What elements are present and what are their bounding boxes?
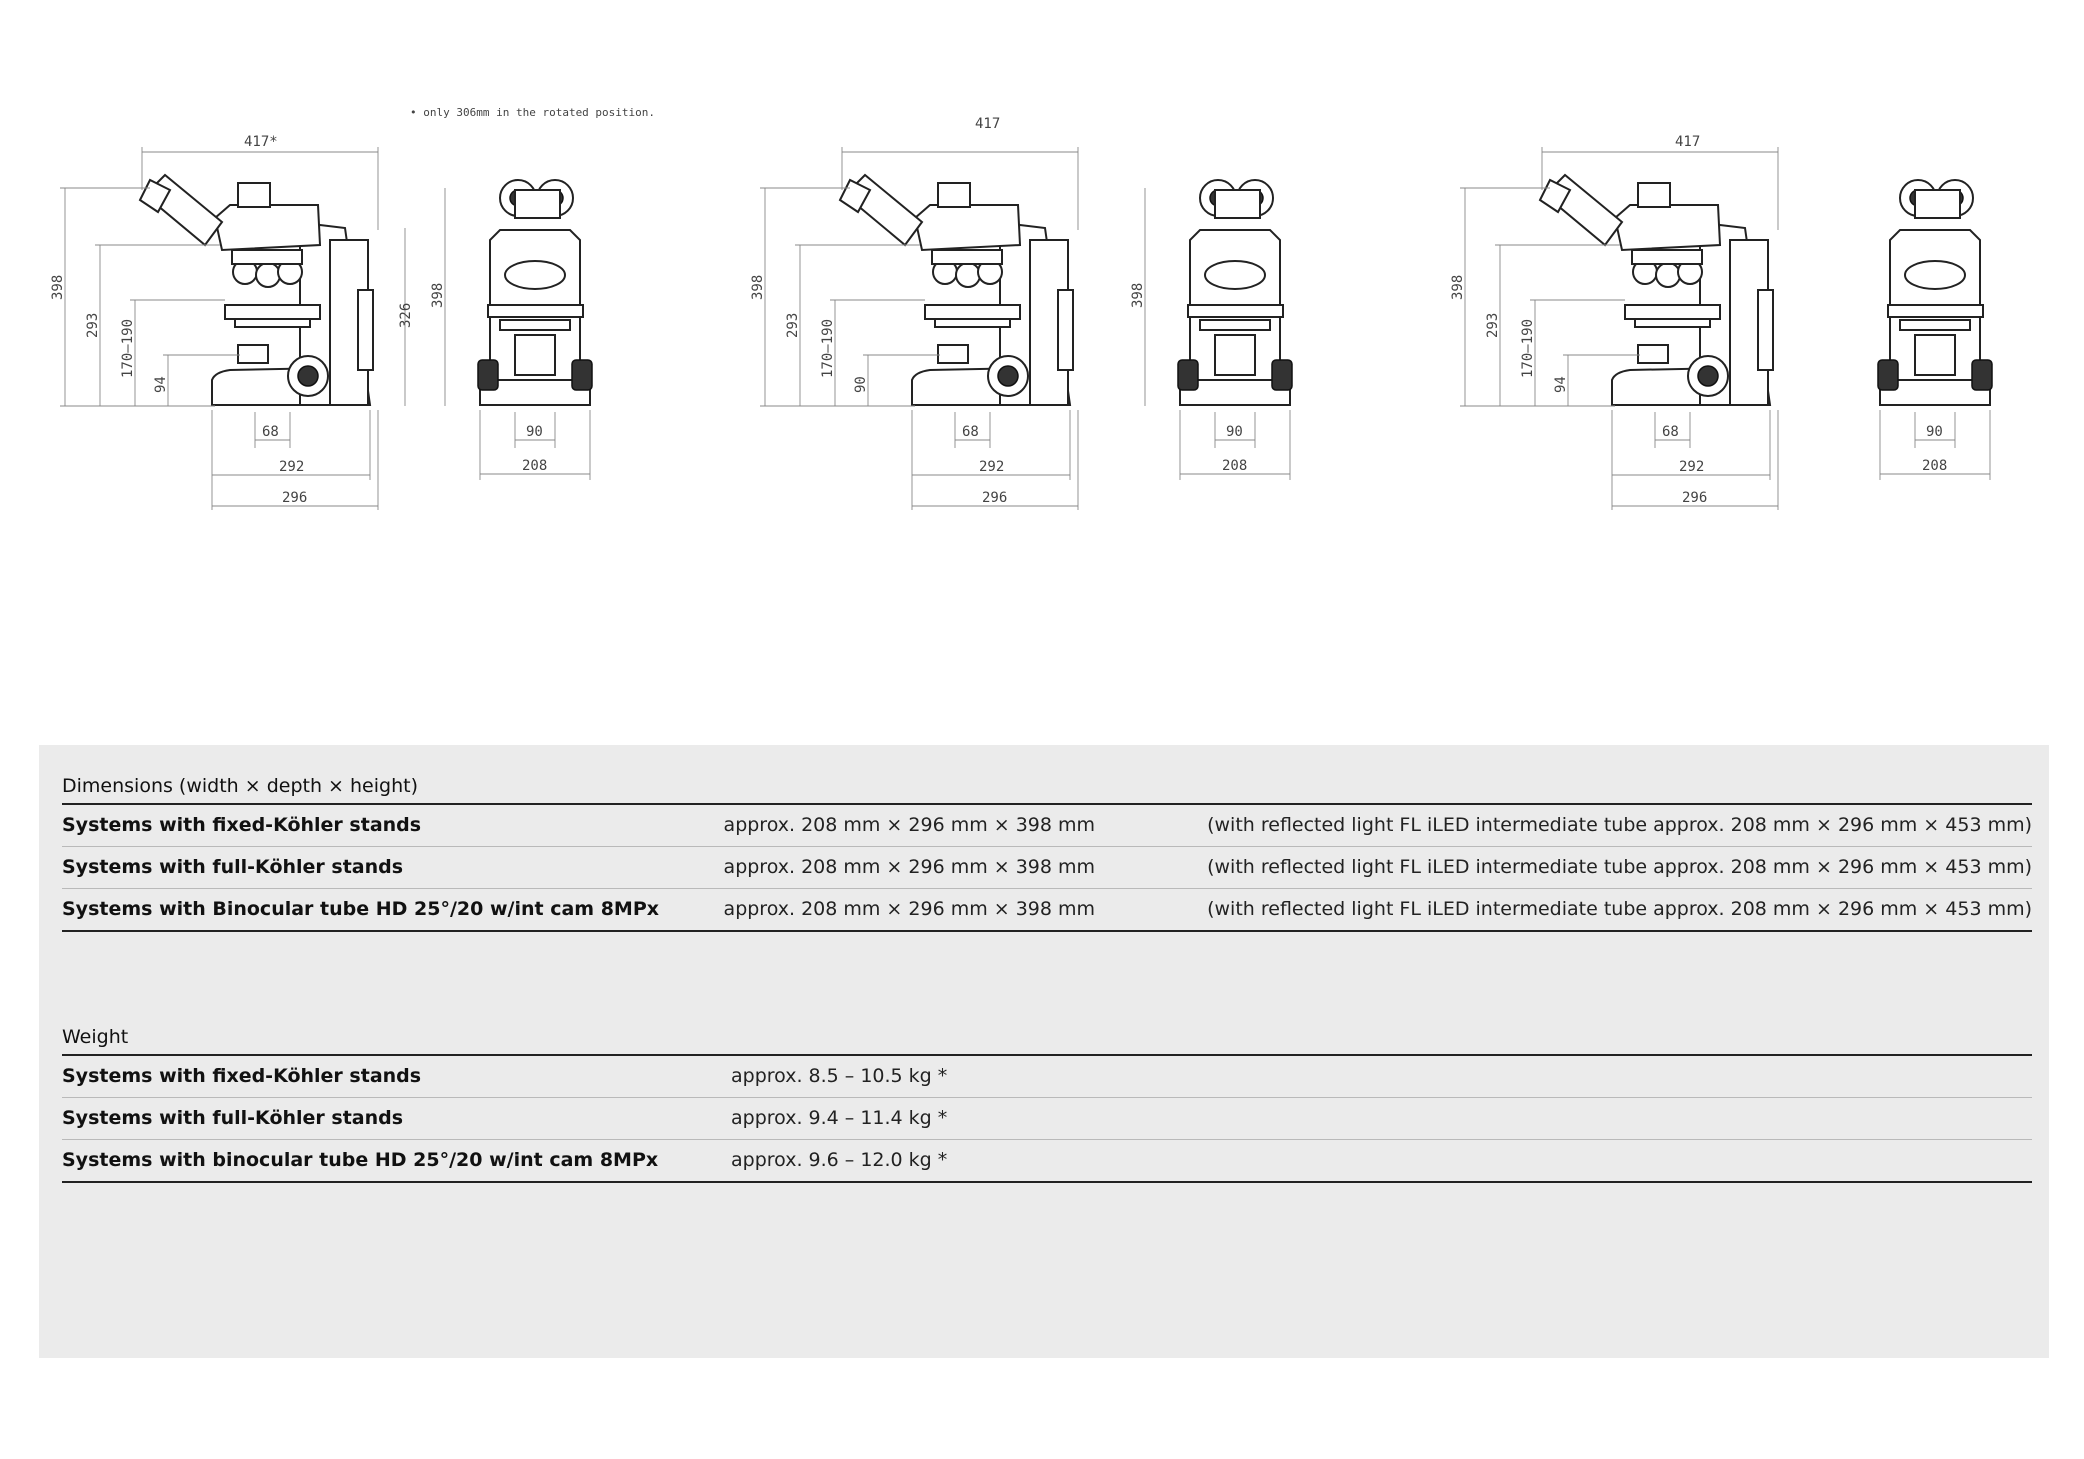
row-label: Systems with fixed-Köhler stands: [62, 1065, 422, 1087]
dim-depth-296: 296: [982, 490, 1008, 506]
weight-heading: Weight: [62, 1016, 2032, 1056]
dim-top-width: 417: [975, 116, 1001, 132]
dim-top-width: 417*: [244, 134, 278, 150]
dim-condenser-height: 90: [853, 376, 869, 393]
row-value: approx. 8.5 – 10.5 kg *: [731, 1065, 948, 1087]
dim-back-height: 326: [398, 302, 414, 328]
weight-table: [62, 1016, 2032, 1183]
dim-depth-296: 296: [282, 490, 308, 506]
table-row: [62, 889, 2032, 932]
dim-stage-height: 170–190: [820, 318, 836, 378]
drawing-footnote: • only 306mm in the rotated position.: [410, 106, 656, 119]
dim-eyepiece-height: 293: [1485, 312, 1501, 338]
dim-top-width: 417: [1675, 134, 1701, 150]
dim-front-208: 208: [1922, 458, 1948, 474]
dim-front-90: 90: [1226, 424, 1243, 440]
drawing-view-3: [1450, 134, 1992, 510]
row-label: Systems with full-Köhler stands: [62, 1107, 404, 1129]
table-row: [62, 1056, 2032, 1098]
drawing-view-1: [50, 134, 592, 510]
dim-depth-292: 292: [279, 459, 305, 475]
dim-depth-292: 292: [1679, 459, 1705, 475]
row-label: Systems with binocular tube HD 25°/20 w/int cam 8MPx: [62, 1149, 659, 1171]
dimensions-heading: Dimensions (width × depth × height): [62, 765, 2032, 805]
row-label: Systems with full-Köhler stands: [62, 856, 404, 878]
dim-condenser-height: 94: [153, 376, 169, 393]
dim-front-208: 208: [1222, 458, 1248, 474]
dim-knob-offset: 68: [1662, 424, 1679, 440]
dim-depth-296: 296: [1682, 490, 1708, 506]
dim-height: 398: [1450, 274, 1466, 300]
row-value: approx. 208 mm × 296 mm × 398 mm: [723, 856, 1096, 878]
table-row: [62, 805, 2032, 847]
dim-depth-292: 292: [979, 459, 1005, 475]
row-label: Systems with Binocular tube HD 25°/20 w/int cam 8MPx: [62, 898, 660, 920]
row-value: approx. 9.4 – 11.4 kg *: [731, 1107, 948, 1129]
row-value: approx. 9.6 – 12.0 kg *: [731, 1149, 948, 1171]
dim-stage-height: 170–190: [1520, 318, 1536, 378]
dim-stage-height: 170–190: [120, 318, 136, 378]
table-row: [62, 1140, 2032, 1183]
row-note: (with reflected light FL iLED intermediate tube approx. 208 mm × 296 mm × 453 mm): [1207, 898, 2032, 920]
dimensions-table: [62, 765, 2032, 932]
dim-knob-offset: 68: [262, 424, 279, 440]
dim-total-height: 398: [1130, 282, 1146, 308]
dim-eyepiece-height: 293: [85, 312, 101, 338]
dim-eyepiece-height: 293: [785, 312, 801, 338]
technical-drawings: [0, 0, 2084, 560]
dim-height: 398: [750, 274, 766, 300]
row-note: (with reflected light FL iLED intermediate tube approx. 208 mm × 296 mm × 453 mm): [1207, 814, 2032, 836]
microscope-drawings-svg: [0, 0, 2084, 560]
dim-front-208: 208: [522, 458, 548, 474]
row-note: (with reflected light FL iLED intermediate tube approx. 208 mm × 296 mm × 453 mm): [1207, 856, 2032, 878]
drawing-view-2: [750, 116, 1292, 510]
table-row: [62, 847, 2032, 889]
dim-front-90: 90: [526, 424, 543, 440]
dim-total-height: 398: [430, 282, 446, 308]
dim-knob-offset: 68: [962, 424, 979, 440]
dim-height: 398: [50, 274, 66, 300]
row-value: approx. 208 mm × 296 mm × 398 mm: [723, 814, 1096, 836]
dim-condenser-height: 94: [1553, 376, 1569, 393]
spec-panel: [39, 745, 2049, 1358]
row-label: Systems with fixed-Köhler stands: [62, 814, 422, 836]
dim-front-90: 90: [1926, 424, 1943, 440]
row-value: approx. 208 mm × 296 mm × 398 mm: [723, 898, 1096, 920]
table-row: [62, 1098, 2032, 1140]
